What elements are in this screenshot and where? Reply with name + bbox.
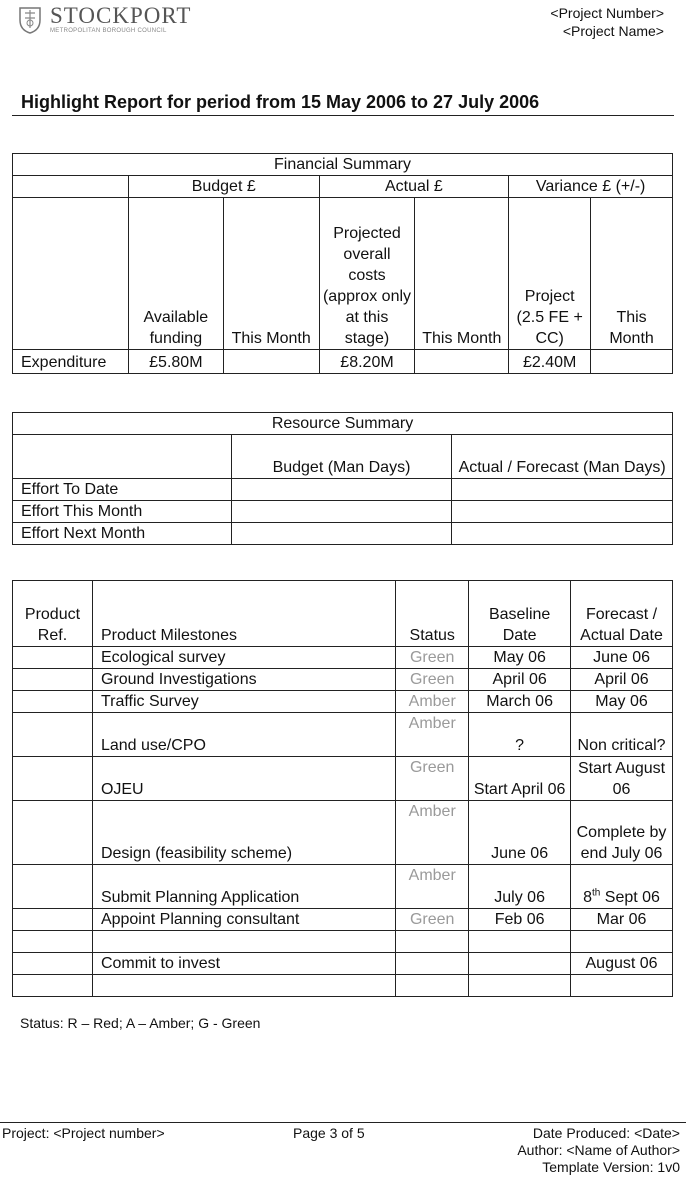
council-crest-icon — [16, 4, 44, 34]
milestone-name: Commit to invest — [92, 953, 395, 975]
milestone-baseline: May 06 — [469, 647, 571, 669]
resource-actual-cell — [452, 501, 673, 523]
milestone-row — [13, 691, 673, 713]
expenditure-label: Expenditure — [13, 350, 129, 374]
projected-costs-header: Projected overall costs (approx only at this stage) — [319, 198, 415, 350]
milestone-forecast — [571, 931, 673, 953]
milestone-ref — [13, 801, 93, 865]
variance-this-month-header: This Month — [591, 198, 673, 350]
milestone-status: Green — [396, 909, 469, 931]
financial-blank-cell — [13, 198, 129, 350]
expenditure-budget-month — [223, 350, 319, 374]
milestone-baseline — [469, 953, 571, 975]
forecast-day: 8 — [583, 889, 592, 906]
milestone-name — [92, 931, 395, 953]
resource-budget-cell — [231, 523, 452, 545]
budget-this-month-header: This Month — [223, 198, 319, 350]
milestone-baseline: March 06 — [469, 691, 571, 713]
variance-group-header: Variance £ (+/-) — [509, 176, 673, 198]
financial-summary-title: Financial Summary — [13, 154, 673, 176]
milestone-row — [13, 647, 673, 669]
resource-actual-cell — [452, 523, 673, 545]
status-legend: Status: R – Red; A – Amber; G - Green — [20, 1015, 261, 1031]
footer-date-produced: Date Produced: <Date> — [532, 1125, 680, 1141]
expenditure-available: £5.80M — [128, 350, 223, 374]
product-milestones-table — [12, 580, 673, 997]
forecast-ordinal: th — [592, 887, 601, 899]
expenditure-variance-month — [591, 350, 673, 374]
milestone-name: Land use/CPO — [92, 713, 395, 757]
project-number: <Project Number> — [550, 5, 664, 21]
milestone-row — [13, 669, 673, 691]
footer-project: Project: <Project number> — [2, 1125, 165, 1141]
budget-man-days-header: Budget (Man Days) — [231, 435, 452, 479]
milestone-forecast: Complete by end July 06 — [571, 801, 673, 865]
milestone-status: Amber — [396, 801, 469, 865]
milestone-name: Design (feasibility scheme) — [92, 801, 395, 865]
milestone-ref — [13, 713, 93, 757]
project-name: <Project Name> — [562, 23, 664, 39]
resource-row-label: Effort Next Month — [13, 523, 232, 545]
milestone-status — [396, 931, 469, 953]
milestone-status — [396, 975, 469, 997]
milestone-name: Submit Planning Application — [92, 865, 395, 909]
milestone-row — [13, 713, 673, 757]
actual-forecast-man-days-header: Actual / Forecast (Man Days) — [452, 435, 673, 479]
milestone-baseline: Feb 06 — [469, 909, 571, 931]
milestone-ref — [13, 669, 93, 691]
footer-template-version: Template Version: 1v0 — [542, 1159, 680, 1175]
milestone-baseline: June 06 — [469, 801, 571, 865]
milestone-name: Ground Investigations — [92, 669, 395, 691]
milestone-baseline — [469, 931, 571, 953]
forecast-actual-date-header: Forecast / Actual Date — [571, 581, 673, 647]
milestone-ref — [13, 975, 93, 997]
milestone-ref — [13, 691, 93, 713]
resource-budget-cell — [231, 501, 452, 523]
milestone-ref — [13, 647, 93, 669]
financial-summary-table — [12, 153, 673, 374]
milestone-row — [13, 931, 673, 953]
milestone-row — [13, 865, 673, 909]
milestone-forecast: Mar 06 — [571, 909, 673, 931]
milestone-baseline: Start April 06 — [469, 757, 571, 801]
milestone-forecast: Non critical? — [571, 713, 673, 757]
resource-summary-table — [12, 412, 673, 545]
milestone-forecast: August 06 — [571, 953, 673, 975]
milestone-row — [13, 953, 673, 975]
milestone-row — [13, 757, 673, 801]
actual-this-month-header: This Month — [415, 198, 509, 350]
resource-row-label: Effort This Month — [13, 501, 232, 523]
milestone-name — [92, 975, 395, 997]
project-header — [550, 4, 664, 40]
milestone-status: Amber — [396, 865, 469, 909]
milestone-baseline: July 06 — [469, 865, 571, 909]
milestone-forecast: Start August 06 — [571, 757, 673, 801]
council-logo — [16, 2, 191, 36]
available-funding-header: Available funding — [128, 198, 223, 350]
council-name: STOCKPORT — [50, 2, 192, 28]
milestone-baseline: April 06 — [469, 669, 571, 691]
milestone-ref — [13, 931, 93, 953]
milestone-status — [396, 953, 469, 975]
milestone-name: Appoint Planning consultant — [92, 909, 395, 931]
resource-actual-cell — [452, 479, 673, 501]
footer-details — [517, 1125, 680, 1176]
resource-budget-cell — [231, 479, 452, 501]
milestone-forecast — [571, 865, 673, 909]
footer-divider — [0, 1122, 686, 1123]
milestone-name: OJEU — [92, 757, 395, 801]
council-subtitle: METROPOLITAN BOROUGH COUNCIL — [50, 27, 167, 34]
milestone-ref — [13, 865, 93, 909]
expenditure-projected: £8.20M — [319, 350, 415, 374]
milestone-status: Amber — [396, 713, 469, 757]
product-milestones-header: Product Milestones — [92, 581, 395, 647]
milestone-forecast: June 06 — [571, 647, 673, 669]
milestone-forecast: May 06 — [571, 691, 673, 713]
footer-page-number: Page 3 of 5 — [293, 1125, 365, 1141]
resource-blank-cell — [13, 435, 232, 479]
milestone-status: Green — [396, 647, 469, 669]
project-fe-header: Project (2.5 FE + CC) — [509, 198, 591, 350]
resource-row-label: Effort To Date — [13, 479, 232, 501]
budget-group-header: Budget £ — [128, 176, 319, 198]
forecast-month: Sept 06 — [604, 889, 660, 906]
milestone-status: Amber — [396, 691, 469, 713]
actual-group-header: Actual £ — [319, 176, 509, 198]
product-ref-header: Product Ref. — [13, 581, 93, 647]
resource-summary-title: Resource Summary — [13, 413, 673, 435]
status-header: Status — [396, 581, 469, 647]
financial-blank-cell — [13, 176, 129, 198]
baseline-date-header: Baseline Date — [469, 581, 571, 647]
expenditure-project-fe: £2.40M — [509, 350, 591, 374]
milestone-row — [13, 909, 673, 931]
milestone-row — [13, 975, 673, 997]
expenditure-actual-month — [415, 350, 509, 374]
milestone-name: Traffic Survey — [92, 691, 395, 713]
milestone-forecast: April 06 — [571, 669, 673, 691]
title-divider — [12, 115, 674, 116]
milestone-ref — [13, 909, 93, 931]
report-title: Highlight Report for period from 15 May 2006 to 27 July 2006 — [21, 92, 540, 112]
milestone-status: Green — [396, 669, 469, 691]
milestone-forecast — [571, 975, 673, 997]
milestone-name: Ecological survey — [92, 647, 395, 669]
milestone-baseline — [469, 975, 571, 997]
milestone-row — [13, 801, 673, 865]
footer-author: Author: <Name of Author> — [517, 1142, 680, 1158]
milestone-status: Green — [396, 757, 469, 801]
milestone-baseline: ? — [469, 713, 571, 757]
milestone-ref — [13, 953, 93, 975]
milestone-ref — [13, 757, 93, 801]
